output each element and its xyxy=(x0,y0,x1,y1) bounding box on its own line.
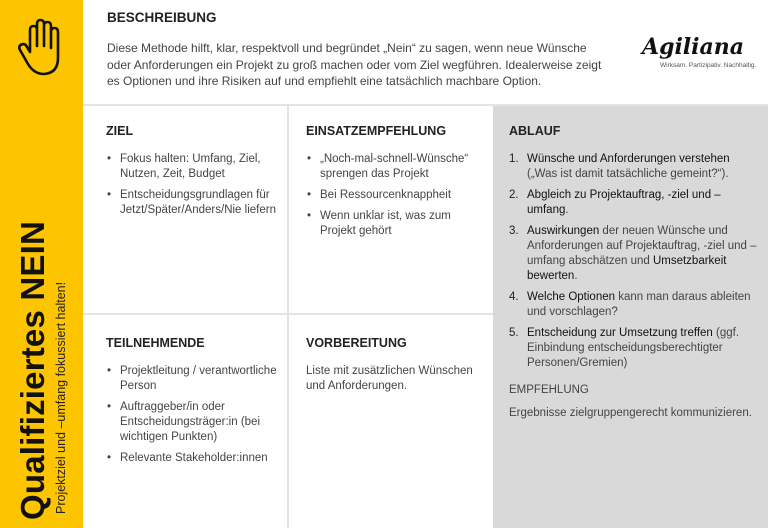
ablauf-step: 5. Entscheidung zur Umsetzung treffen (ggf. Einbindung entscheidungsberechtigter Personen/Gremien) xyxy=(509,327,740,369)
description-heading: BESCHREIBUNG xyxy=(107,10,217,25)
ablauf-step: 1. Wünsche und Anforderungen verstehen („Was ist damit tatsächliche gemeint?“). xyxy=(509,153,730,180)
ablauf-step: 3. Auswirkungen der neuen Wünsche und Anforderungen auf Projektauftrag, -ziel und –umfang abschätzen und Umsetzbarkeit bewerten. xyxy=(509,225,757,282)
method-title: Qualifiziertes NEIN xyxy=(14,220,51,520)
list-item: • Auftraggeber/in oder Entscheidungsträger:in (bei wichtigen Punkten) xyxy=(106,400,281,445)
logo-tagline: Wirksam. Partizipativ. Nachhaltig. xyxy=(660,62,757,69)
divider-top xyxy=(83,104,768,106)
agiliana-logo xyxy=(638,34,757,78)
list-item: • Entscheidungsgrundlagen für Jetzt/Später/Anders/Nie liefern xyxy=(106,188,276,218)
sidebar xyxy=(0,0,83,528)
ablauf-section xyxy=(509,124,757,377)
ziel-heading: ZIEL xyxy=(106,124,134,138)
sidebar-title-block xyxy=(0,0,83,528)
einsatz-section xyxy=(306,124,481,245)
list-item: • Bei Ressourcenknappheit xyxy=(306,188,481,203)
vorbereitung-heading: VORBEREITUNG xyxy=(306,336,407,350)
ablauf-step: 2. Abgleich zu Projektauftrag, -ziel und –umfang. xyxy=(509,189,721,216)
ablauf-step: 4. Welche Optionen kann man daraus ableiten und vorschlagen? xyxy=(509,291,751,318)
vorbereitung-text: Liste mit zusätzlichen Wünschen und Anforderungen. xyxy=(306,365,473,392)
description-text: Diese Methode hilft, klar, respektvoll und begründet „Nein“ zu sagen, wenn neue Wünsche oder Anforderungen ein Projekt zu groß machen oder vom Ziel wegführen. Idealerweise zeigt es Optionen und ihre Risiken auf und empfiehlt eine tatsächlich machbare Option. xyxy=(107,41,602,88)
divider-col1 xyxy=(287,105,289,528)
teilnehmende-section xyxy=(106,336,281,472)
description-section xyxy=(83,0,768,105)
einsatz-heading: EINSATZEMPFEHLUNG xyxy=(306,124,447,138)
vorbereitung-section xyxy=(306,336,481,394)
teilnehmende-heading: TEILNEHMENDE xyxy=(106,336,205,350)
list-item: • Relevante Stakeholder:innen xyxy=(106,451,281,466)
list-item: • Projektleitung / verantwortliche Person xyxy=(106,364,281,394)
list-item: • Fokus halten: Umfang, Ziel, Nutzen, Zeit, Budget xyxy=(106,152,276,182)
logo-name: Agiliana xyxy=(642,34,745,60)
ablauf-heading: ABLAUF xyxy=(509,124,561,138)
empfehlung-text: Ergebnisse zielgruppengerecht kommunizieren. xyxy=(509,407,752,419)
ziel-section xyxy=(106,124,276,224)
list-item: • Wenn unklar ist, was zum Projekt gehört xyxy=(306,209,481,239)
method-subtitle: Projektziel und –umfang fokussiert halten! xyxy=(54,281,68,514)
list-item: • „Noch-mal-schnell-Wünsche“ sprengen das Projekt xyxy=(306,152,481,182)
empfehlung-heading: EMPFEHLUNG xyxy=(509,384,589,396)
